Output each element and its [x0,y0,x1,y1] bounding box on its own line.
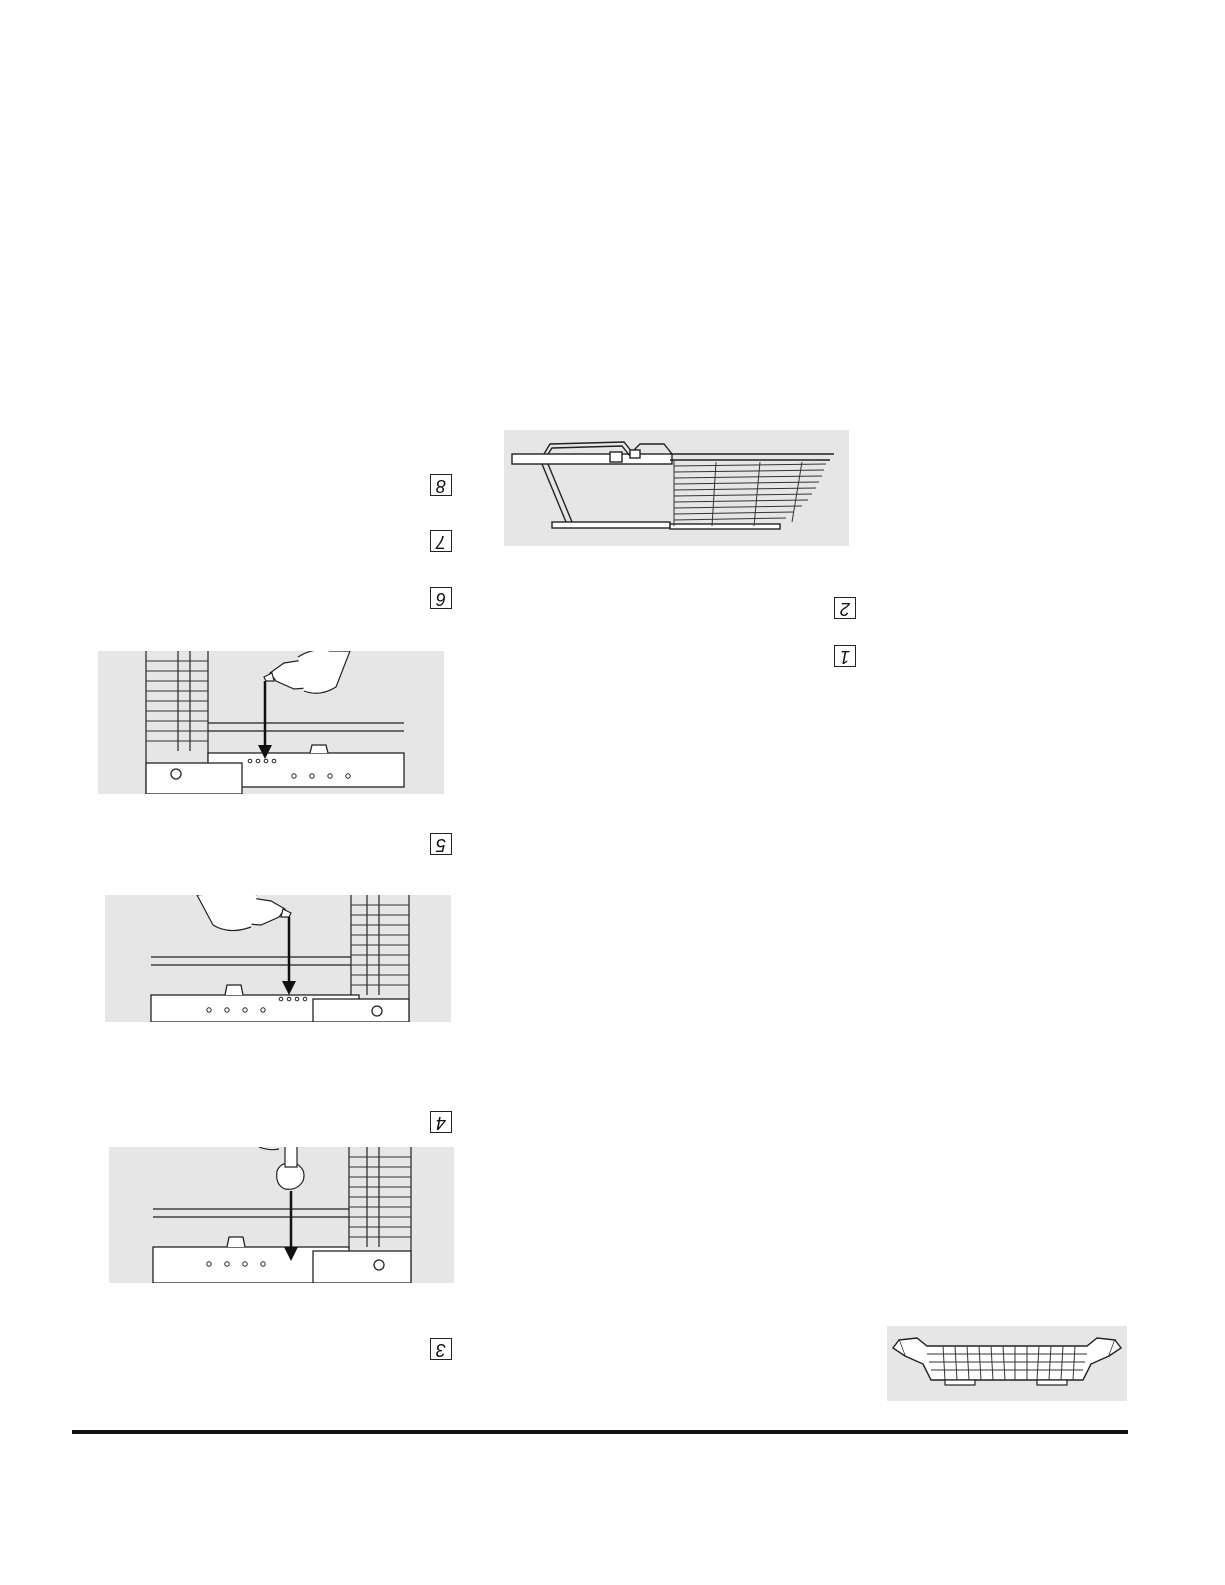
step-badge-2: 2 [834,597,856,619]
rail-oiling-illustration-2 [105,895,451,1022]
step-badge-8: 8 [430,474,452,496]
oil-bottle-hand-icon [197,895,291,931]
step-badge-3: 3 [430,1338,452,1360]
shelf-slats [674,460,826,526]
step-badge-1: 1 [834,645,856,667]
arrow-down-icon [284,1191,298,1261]
step-badge-6: 6 [430,587,452,609]
rail-wiping-drawing [109,1147,454,1283]
arrow-down-icon [282,917,296,995]
arrow-down-icon [258,681,272,759]
cloth-finger-icon [259,1147,304,1189]
step-badge-5: 5 [430,833,452,855]
shelf-side-drawing [504,430,849,546]
step-badge-7: 7 [430,530,452,552]
step-badge-4: 4 [430,1111,452,1133]
rail-oiling-illustration-1 [98,651,444,794]
rail-wiping-illustration [109,1147,454,1283]
wire-basket-drawing [887,1326,1127,1401]
footer-rule [72,1430,1128,1434]
wire-basket-illustration [887,1326,1127,1401]
rail-oiling-drawing-2 [105,895,451,1022]
rail-oiling-drawing-1 [98,651,444,794]
shelf-side-illustration [504,430,849,546]
oil-bottle-hand-icon [264,651,350,693]
